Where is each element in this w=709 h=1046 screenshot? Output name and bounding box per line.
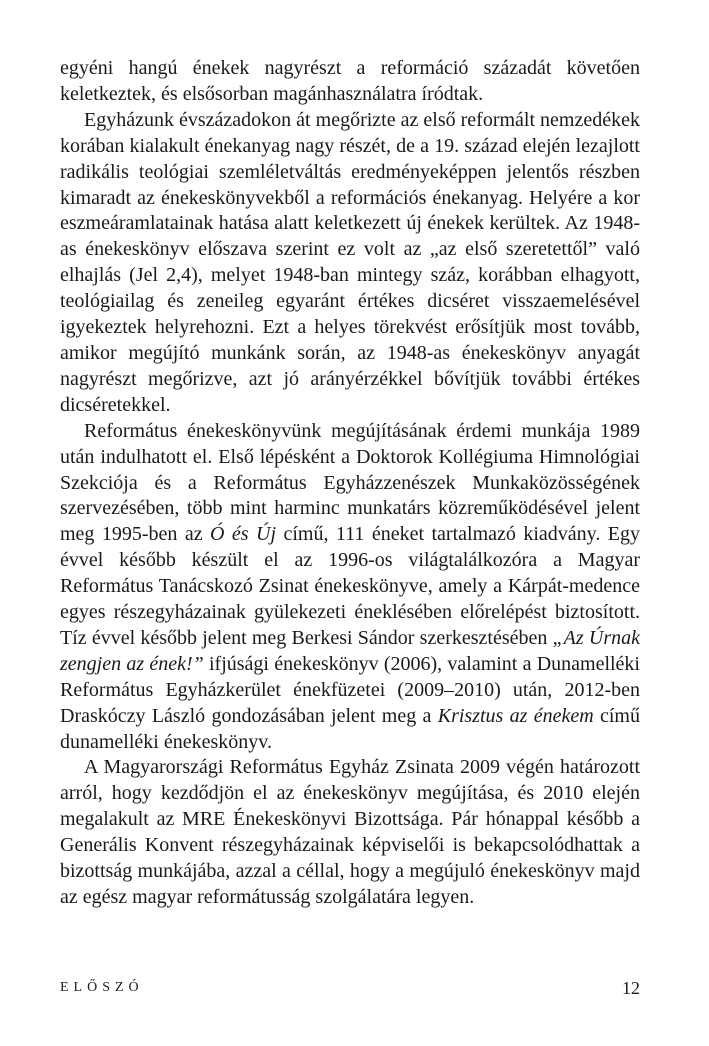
running-head: ELŐSZÓ (60, 980, 144, 995)
paragraph-1-text: egyéni hangú énekek nagyrészt a reformáció századát követően keletkeztek, és elsősorban magánhasználatra íródtak. (60, 57, 640, 105)
body-text (60, 56, 640, 911)
paragraph-3-text: című dunamelléki énekeskönyv. (60, 704, 640, 753)
paragraph-2 (60, 108, 640, 419)
paragraph-3 (60, 419, 640, 756)
page-number: 12 (622, 978, 640, 998)
book-title-krisztus: Krisztus az énekem (437, 704, 594, 727)
page-footer (60, 978, 640, 1002)
book-title-o-es-uj: Ó és Új (210, 523, 277, 546)
paragraph-3-text: című, 111 éneket tartalmazó kiadvány. Egy évvel később készült el az 1996-os világtalálkozóra a Magyar Református Tanácskozó Zsinat énekeskönyve, amely a Kárpát-medence egyes részegyházainak gyülekezeti éneklésében előrelépést biztosított. Tíz évvel később jelent meg Berkesi Sándor szerkesztésében (60, 523, 640, 649)
paragraph-3-text: ifjúsági énekeskönyv (2006), valamint a Dunamelléki Református Egyházkerület énekfüzetei (2009–2010) után, 2012-ben Draskóczy László gondozásában jelent meg a (60, 652, 640, 727)
paragraph-2-text: Egyházunk évszázadokon át megőrizte az első reformált nemzedékek korában kialakult énekanyag nagy részét, de a 19. század elején lezajlott radikális teológiai szemléletváltás eredményeképpen jelentős részben kimaradt az énekeskönyvekből a reformációs énekanyag. Helyére a kor eszmeáramlatainak hatása alatt keletkezett új énekek kerültek. Az 1948-as énekeskönyv előszava szerint ez volt az „az első szeretettől” való elhajlás (Jel 2,4), melyet 1948-ban mintegy száz, korábban elhagyott, teológiailag és zeneileg egyaránt értékes dicséret visszaemelésével igyekeztek helyrehozni. Ezt a helyes törekvést erősítjük most tovább, amikor megújító munkánk során, az 1948-as énekeskönyv anyagát nagyrészt megőrizve, azt jó arányérzékkel bővítjük további értékes dicséretekkel. (60, 108, 640, 416)
paragraph-1 (60, 56, 640, 108)
paragraph-3-text: Református énekeskönyvünk megújításának érdemi munkája 1989 után indulhatott el. Első lépésként a Doktorok Kollégiuma Himnológiai Szekciója és a Református Egyházzenészek Munkaközösségének szervezésében, több mint harminc munkatárs közreműködésével jelent meg 1995-ben az (60, 419, 640, 546)
paragraph-4 (60, 755, 640, 910)
book-title-az-urnak: „Az Úrnak zengjen az ének!” (60, 626, 640, 675)
paragraph-4-text: A Magyarországi Református Egyház Zsinata 2009 végén határozott arról, hogy kezdődjön el az énekeskönyv megújítása, és 2010 elején megalakult az MRE Énekeskönyvi Bizottsága. Pár hónappal később a Generális Konvent részegyházainak képviselői is bekapcsolódhattak a bizottság munkájába, azzal a céllal, hogy a megújuló énekeskönyv majd az egész magyar reformátusság szolgálatára legyen. (60, 756, 640, 908)
